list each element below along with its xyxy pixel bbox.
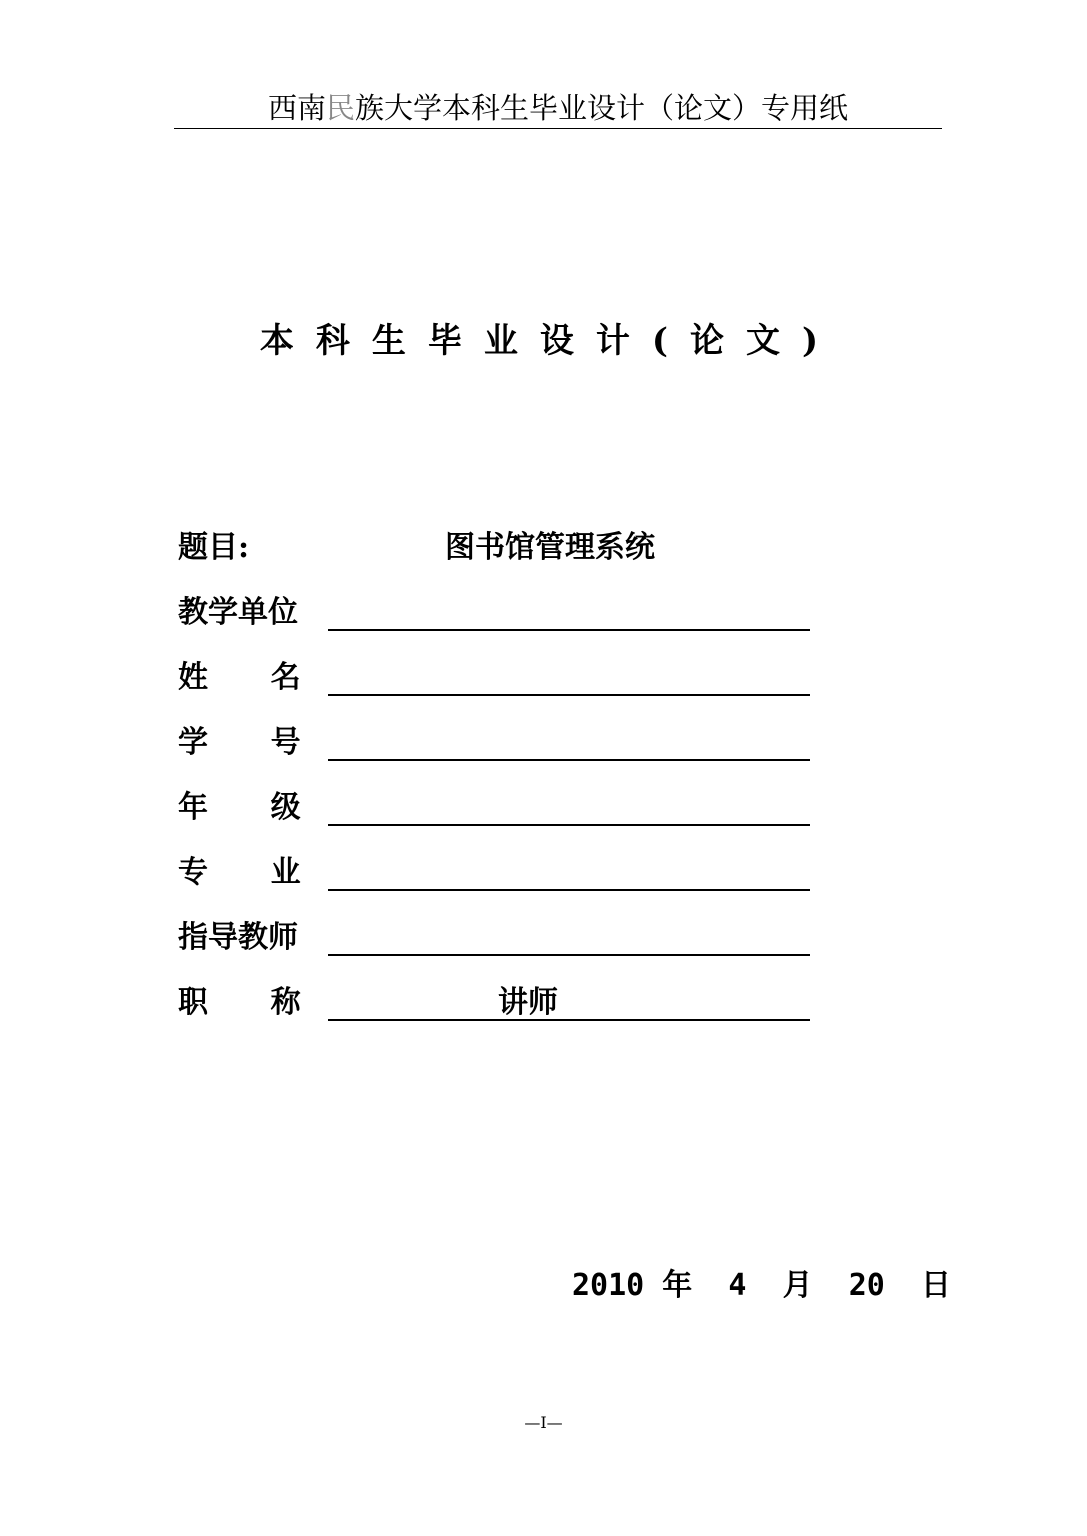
page-number: —I— (524, 1413, 563, 1432)
field-line-major (328, 889, 810, 891)
header-text-highlight: 民 (325, 91, 355, 125)
field-label-department: 教学单位 (178, 595, 298, 630)
field-label-student-id: 学 号 (178, 725, 301, 760)
header-text-part2: 族大学本科生毕业设计（论文）专用纸 (355, 91, 849, 125)
field-label-advisor: 指导教师 (178, 920, 298, 955)
page-header (174, 88, 942, 128)
field-label-grade: 年 级 (178, 790, 301, 825)
field-line-title (328, 1019, 810, 1021)
topic-label: 题目: (178, 530, 250, 565)
field-line-grade (328, 824, 810, 826)
field-label-title: 职 称 (178, 985, 301, 1020)
submission-date: 2010 年 4 月 20 日 (572, 1268, 951, 1303)
field-label-name: 姓 名 (178, 660, 301, 695)
header-text-part1: 西南 (267, 91, 326, 125)
field-value-title: 讲师 (498, 985, 558, 1020)
field-label-major: 专 业 (178, 855, 301, 890)
header-divider (174, 128, 942, 129)
field-line-student-id (328, 759, 810, 761)
field-line-name (328, 694, 810, 696)
field-line-department (328, 629, 810, 631)
topic-value: 图书馆管理系统 (445, 530, 655, 565)
document-title: 本科生毕业设计(论文) (259, 321, 841, 361)
field-line-advisor (328, 954, 810, 956)
